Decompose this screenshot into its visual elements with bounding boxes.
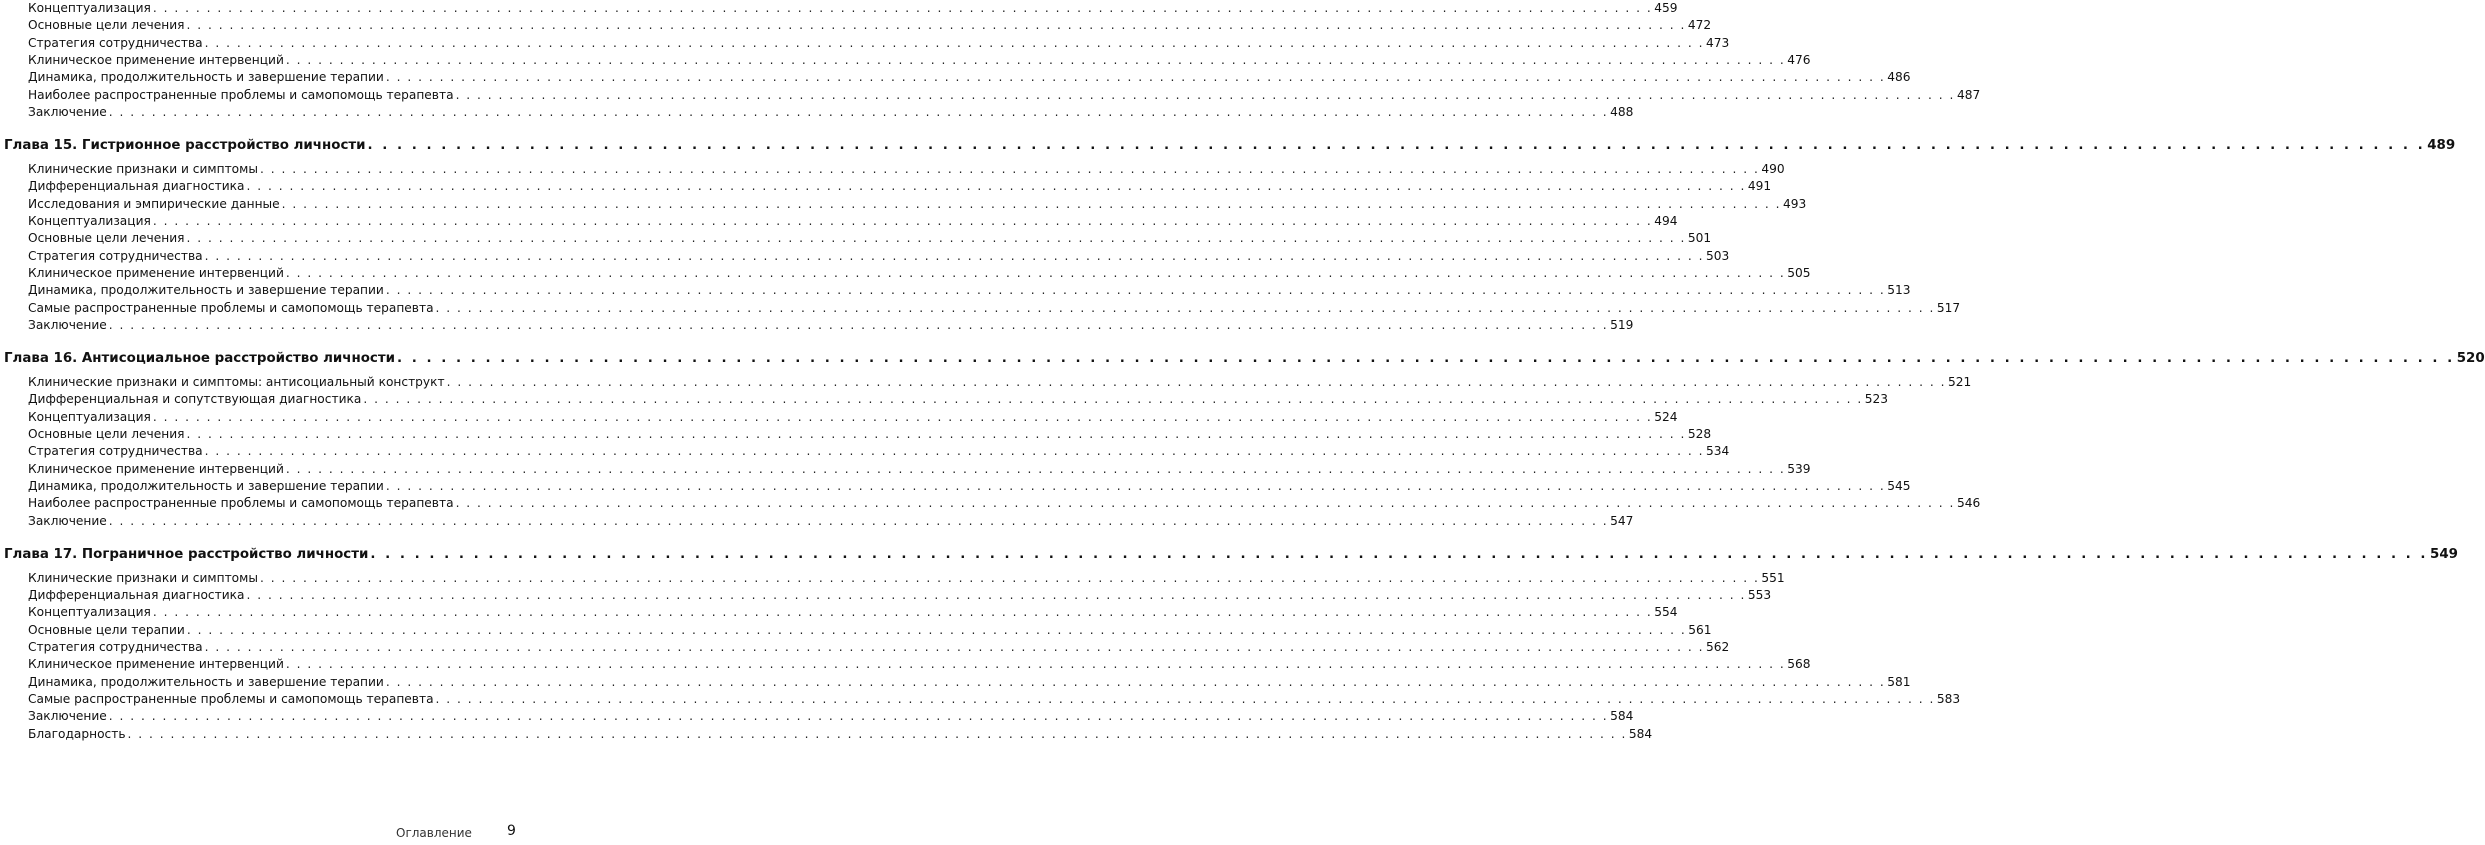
dot-leader: . . . . . . . . . . . . . . . . . . . . . . . . . . . . . . . . . . . . . . . . . . . . . . . . . . . . . . . . . . . . . . . . . . . . . . . . . . . . . . . . . . . . . . . . . . . . . . . . . . . . . . . . . . . . . . . . . . . . . . . . . . . . . . . . . . . . . . . . . . . . [204,35,1704,50]
toc-entry [28,604,1678,620]
dot-leader: . . . . . . . . . . . . . . . . . . . . . . . . . . . . . . . . . . . . . . . . . . . . . . . . . . . . . . . . . . . . . . . . . . . . . . . . . . . . . . . . . . . . . . . . . . . . . . . . . . . . . . . . . . . . . . . . . . . . . . . . . . . . . . . . . . . . . . . . . . . . [204,640,1704,654]
toc-entry-page: 472 [1687,18,1712,33]
toc-entry-title: Стратегия сотрудничества [28,640,203,654]
chapter-title: Глава 16. Антисоциальное расстройство личности [4,351,396,367]
toc-entry-page: 490 [1761,162,1785,177]
toc-entry-page: 486 [1887,70,1911,85]
dot-leader: . . . . . . . . . . . . . . . . . . . . . . . . . . . . . . . . . . . . . . . . . . . . . . . . . . . . . . . . . . . . . . . . . . . . . . . . . . . . . . . . . . . . . . . . . . . . . . . . . . . . . . . . . . . . . . . . . . . . . . . . . . . . . . . . . . . . . . . . . . . . [186,622,1687,637]
toc-entry-page: 493 [1783,196,1807,211]
toc-entry [28,443,1730,459]
toc-entry-title: Заключение [28,709,107,724]
toc-entry-page: 501 [1687,231,1712,246]
toc-entry-title: Динамика, продолжительность и завершение терапии [28,70,384,85]
toc-entry [28,196,1807,212]
toc-entry [28,513,1634,529]
toc-entry-title: Клиническое применение интервенций [28,461,284,476]
dot-leader: . . . . . . . . . . . . . . . . . . . . . . . . . . . . . . . . . . . . . . . . . . . . . . . . . . . . . . . . . . . . . . . . . . . . . . . . . . . . . . . . . . . . . . . . . . . . . . . . . . . . . . . . . . . . . . . . . . . . . . . . . . . . . . . . . . . . . . . . . . . . [246,588,1746,603]
toc-entry-title: Заключение [28,513,107,528]
dot-leader: . . . . . . . . . . . . . . . . . . . . . . . . . . . . . . . . . . . . . . . . . . . . . . . . . . . . . . . . . . . . . . . . . . . . . . . . . . . . . . . . . . . . . . . . . . . . . . . . . . . . . . . . . . . . . . . . . . . . . . . . . . . . . . . . . . . . . . . . . . . . [397,351,2455,367]
toc-entry-page: 488 [1610,104,1634,119]
toc-entry-title: Основные цели терапии [28,622,185,637]
toc-entry-page: 568 [1787,657,1811,672]
toc-entry-page: 524 [1654,409,1678,424]
toc-entry-title: Дифференциальная диагностика [28,588,245,603]
dot-leader: . . . . . . . . . . . . . . . . . . . . . . . . . . . . . . . . . . . . . . . . . . . . . . . . . . . . . . . . . . . . . . . . . . . . . . . . . . . . . . . . . . . . . . . . . . . . . . . . . . . . . . . . . . . . . . . . . . . . . . . . . . . . . . . . . . . . . . . . . . . . [246,179,1746,194]
toc-entry-page: 553 [1747,588,1772,603]
dot-leader: . . . . . . . . . . . . . . . . . . . . . . . . . . . . . . . . . . . . . . . . . . . . . . . . . . . . . . . . . . . . . . . . . . . . . . . . . . . . . . . . . . . . . . . . . . . . . . . . . . . . . . . . . . . . . . . . . . . . . . . . . . . . . . . . . . . . . . . . . . . . [385,674,1886,689]
toc-entry [28,265,1811,281]
toc-entry-title: Клинические признаки и симптомы [28,162,258,177]
toc-entry [28,726,1653,742]
toc-entry [28,587,1772,603]
dot-leader: . . . . . . . . . . . . . . . . . . . . . . . . . . . . . . . . . . . . . . . . . . . . . . . . . . . . . . . . . . . . . . . . . . . . . . . . . . . . . . . . . . . . . . . . . . . . . . . . . . . . . . . . . . . . . . . . . . . . . . . . . . . . . . . . . . . . . . . . . . . . [186,427,1686,441]
toc-entry [28,409,1678,425]
dot-leader: . . . . . . . . . . . . . . . . . . . . . . . . . . . . . . . . . . . . . . . . . . . . . . . . . . . . . . . . . . . . . . . . . . . . . . . . . . . . . . . . . . . . . . . . . . . . . . . . . . . . . . . . . . . . . . . . . . . . . . . . . . . . . . . . . . . . . . . . . . . . [152,605,1653,620]
toc-entry-title: Дифференциальная диагностика [28,179,245,194]
dot-leader: . . . . . . . . . . . . . . . . . . . . . . . . . . . . . . . . . . . . . . . . . . . . . . . . . . . . . . . . . . . . . . . . . . . . . . . . . . . . . . . . . . . . . . . . . . . . . . . . . . . . . . . . . . . . . . . . . . . . . . . . . . . . . . . . . . . . . . . . . . . . [108,104,1609,119]
toc-entry-title: Основные цели лечения [28,427,185,441]
toc-entry-page: 539 [1787,461,1811,476]
toc-entry-page: 503 [1706,248,1730,263]
toc-entry [28,391,1888,407]
toc-entry [28,87,1981,103]
toc-entry [28,674,1911,690]
toc-entry-page: 562 [1706,640,1730,654]
chapter-title: Глава 17. Пограничное расстройство личности [4,546,369,562]
dot-leader: . . . . . . . . . . . . . . . . . . . . . . . . . . . . . . . . . . . . . . . . . . . . . . . . . . . . . . . . . . . . . . . . . . . . . . . . . . . . . . . . . . . . . . . . . . . . . . . . . . . . . . . . . . . . . . . . . . . . . . . . . . . . . . . . . . . . . . . . . . . . [285,657,1786,672]
toc-entry [28,282,1911,298]
dot-leader: . . . . . . . . . . . . . . . . . . . . . . . . . . . . . . . . . . . . . . . . . . . . . . . . . . . . . . . . . . . . . . . . . . . . . . . . . . . . . . . . . . . . . . . . . . . . . . . . . . . . . . . . . . . . . . . . . . . . . . . . . . . . . . . . . . . . . . . . . . . . [186,18,1686,33]
dot-leader: . . . . . . . . . . . . . . . . . . . . . . . . . . . . . . . . . . . . . . . . . . . . . . . . . . . . . . . . . . . . . . . . . . . . . . . . . . . . . . . . . . . . . . . . . . . . . . . . . . . . . . . . . . . . . . . . . . . . . . . . . . . . . . . . . . . . . . . . . . . . [435,300,1935,315]
dot-leader: . . . . . . . . . . . . . . . . . . . . . . . . . . . . . . . . . . . . . . . . . . . . . . . . . . . . . . . . . . . . . . . . . . . . . . . . . . . . . . . . . . . . . . . . . . . . . . . . . . . . . . . . . . . . . . . . . . . . . . . . . . . . . . . . . . . . . . . . . . . . [152,1,1653,15]
toc-entry [28,230,1712,246]
toc-entry [28,104,1634,120]
toc-entry-title: Основные цели лечения [28,18,185,33]
toc-entry-page: 459 [1654,1,1678,15]
chapter-page-number: 520 [2456,351,2485,367]
toc-entry-title: Стратегия сотрудничества [28,35,203,50]
dot-leader: . . . . . . . . . . . . . . . . . . . . . . . . . . . . . . . . . . . . . . . . . . . . . . . . . . . . . . . . . . . . . . . . . . . . . . . . . . . . . . . . . . . . . . . . . . . . . . . . . . . . . . . . . . . . . . . . . . . . . . . . . . . . . . . . . . . . . . . . . . . . [204,444,1704,459]
toc-entry [28,374,1972,390]
dot-leader: . . . . . . . . . . . . . . . . . . . . . . . . . . . . . . . . . . . . . . . . . . . . . . . . . . . . . . . . . . . . . . . . . . . . . . . . . . . . . . . . . . . . . . . . . . . . . . . . . . . . . . . . . . . . . . . . . . . . . . . . . . . . . . . . . . . . . . . . . . . . [285,461,1786,476]
dot-leader: . . . . . . . . . . . . . . . . . . . . . . . . . . . . . . . . . . . . . . . . . . . . . . . . . . . . . . . . . . . . . . . . . . . . . . . . . . . . . . . . . . . . . . . . . . . . . . . . . . . . . . . . . . . . . . . . . . . . . . . . . . . . . . . . . . . . . . . . . . . . [152,409,1653,424]
dot-leader: . . . . . . . . . . . . . . . . . . . . . . . . . . . . . . . . . . . . . . . . . . . . . . . . . . . . . . . . . . . . . . . . . . . . . . . . . . . . . . . . . . . . . . . . . . . . . . . . . . . . . . . . . . . . . . . . . . . . . . . . . . . . . . . . . . . . . . . . . . . . [259,570,1760,585]
toc-entry-title: Клиническое применение интервенций [28,265,284,280]
dot-leader: . . . . . . . . . . . . . . . . . . . . . . . . . . . . . . . . . . . . . . . . . . . . . . . . . . . . . . . . . . . . . . . . . . . . . . . . . . . . . . . . . . . . . . . . . . . . . . . . . . . . . . . . . . . . . . . . . . . . . . . . . . . . . . . . . . . . . . . . . . . . [363,392,1863,407]
dot-leader: . . . . . . . . . . . . . . . . . . . . . . . . . . . . . . . . . . . . . . . . . . . . . . . . . . . . . . . . . . . . . . . . . . . . . . . . . . . . . . . . . . . . . . . . . . . . . . . . . . . . . . . . . . . . . . . . . . . . . . . . . . . . . . . . . . . . . . . . . . . . [435,691,1935,706]
chapter-page-number: 489 [2427,138,2456,154]
chapter-title: Глава 15. Гистрионное расстройство личности [4,138,366,154]
toc-entry-title: Основные цели лечения [28,231,185,246]
dot-leader: . . . . . . . . . . . . . . . . . . . . . . . . . . . . . . . . . . . . . . . . . . . . . . . . . . . . . . . . . . . . . . . . . . . . . . . . . . . . . . . . . . . . . . . . . . . . . . . . . . . . . . . . . . . . . . . . . . . . . . . . . . . . . . . . . . . . . . . . . . . . [285,52,1786,67]
toc-entry [28,52,1811,68]
toc-entry [28,213,1678,229]
toc-entry [28,300,1961,316]
dot-leader: . . . . . . . . . . . . . . . . . . . . . . . . . . . . . . . . . . . . . . . . . . . . . . . . . . . . . . . . . . . . . . . . . . . . . . . . . . . . . . . . . . . . . . . . . . . . . . . . . . . . . . . . . . . . . . . . . . . . . . . . . . . . . . . . . . . . . . . . . . . . [385,478,1886,493]
toc-entry-title: Наиболее распространенные проблемы и самопомощь терапевта [28,496,454,511]
toc-entry-page: 584 [1610,709,1634,724]
toc-entry-title: Заключение [28,104,107,119]
toc-entry-title: Стратегия сотрудничества [28,444,203,459]
toc-entry-page: 545 [1887,478,1911,493]
toc-entry-title: Благодарность [28,726,126,741]
toc-entry-page: 546 [1956,496,1981,511]
toc-entry-title: Дифференциальная и сопутствующая диагностика [28,392,362,407]
dot-leader: . . . . . . . . . . . . . . . . . . . . . . . . . . . . . . . . . . . . . . . . . . . . . . . . . . . . . . . . . . . . . . . . . . . . . . . . . . . . . . . . . . . . . . . . . . . . . . . . . . . . . . . . . . . . . . . . . . . . . . . . . . . . . . . . . . . . . . . . . . . . [108,317,1609,332]
dot-leader: . . . . . . . . . . . . . . . . . . . . . . . . . . . . . . . . . . . . . . . . . . . . . . . . . . . . . . . . . . . . . . . . . . . . . . . . . . . . . . . . . . . . . . . . . . . . . . . . . . . . . . . . . . . . . . . . . . . . . . . . . . . . . . . . . . . . . . . . . . . . [455,87,1955,102]
toc-entry-page: 473 [1706,35,1730,50]
dot-leader: . . . . . . . . . . . . . . . . . . . . . . . . . . . . . . . . . . . . . . . . . . . . . . . . . . . . . . . . . . . . . . . . . . . . . . . . . . . . . . . . . . . . . . . . . . . . . . . . . . . . . . . . . . . . . . . . . . . . . . . . . . . . . . . . . . . . . . . . . . . . [455,496,1955,511]
toc-entry-title: Клинические признаки и симптомы [28,570,258,585]
chapter-heading [4,546,2458,564]
toc-entry [28,461,1811,477]
toc-entry-title: Стратегия сотрудничества [28,248,203,263]
toc-entry [28,248,1730,264]
toc-entry [28,69,1911,85]
dot-leader: . . . . . . . . . . . . . . . . . . . . . . . . . . . . . . . . . . . . . . . . . . . . . . . . . . . . . . . . . . . . . . . . . . . . . . . . . . . . . . . . . . . . . . . . . . . . . . . . . . . . . . . . . . . . . . . . . . . . . . . . . . . . . . . . . . . . . . . . . . . . [186,231,1686,246]
toc-entry-title: Динамика, продолжительность и завершение терапии [28,674,384,689]
page-number: 9 [507,823,516,839]
chapter-heading [4,137,2456,155]
toc-entry [28,17,1712,33]
toc-entry [28,317,1634,333]
dot-leader: . . . . . . . . . . . . . . . . . . . . . . . . . . . . . . . . . . . . . . . . . . . . . . . . . . . . . . . . . . . . . . . . . . . . . . . . . . . . . . . . . . . . . . . . . . . . . . . . . . . . . . . . . . . . . . . . . . . . . . . . . . . . . . . . . . . . . . . . . . . . [259,162,1760,177]
toc-entry-title: Концептуализация [28,605,151,620]
toc-entry-page: 521 [1947,375,1972,390]
toc-entry-page: 554 [1654,605,1678,620]
toc-entry [28,0,1678,16]
toc-entry [28,35,1730,51]
toc-entry-title: Клинические признаки и симптомы: антисоциальный конструкт [28,375,445,390]
toc-entry-page: 583 [1936,691,1961,706]
toc-entry [28,656,1811,672]
toc-entry [28,495,1981,511]
toc-entry [28,478,1911,494]
toc-entry [28,691,1961,707]
toc-entry [28,639,1730,655]
dot-leader: . . . . . . . . . . . . . . . . . . . . . . . . . . . . . . . . . . . . . . . . . . . . . . . . . . . . . . . . . . . . . . . . . . . . . . . . . . . . . . . . . . . . . . . . . . . . . . . . . . . . . . . . . . . . . . . . . . . . . . . . . . . . . . . . . . . . . . . . . . . . [446,375,1946,390]
toc-entry-page: 476 [1787,52,1811,67]
dot-leader: . . . . . . . . . . . . . . . . . . . . . . . . . . . . . . . . . . . . . . . . . . . . . . . . . . . . . . . . . . . . . . . . . . . . . . . . . . . . . . . . . . . . . . . . . . . . . . . . . . . . . . . . . . . . . . . . . . . . . . . . . . . . . . . . . . . . . . . . . . . . [367,138,2426,154]
toc-entry [28,178,1772,194]
dot-leader: . . . . . . . . . . . . . . . . . . . . . . . . . . . . . . . . . . . . . . . . . . . . . . . . . . . . . . . . . . . . . . . . . . . . . . . . . . . . . . . . . . . . . . . . . . . . . . . . . . . . . . . . . . . . . . . . . . . . . . . . . . . . . . . . . . . . . . . . . . . . [127,726,1627,741]
toc-entry [28,161,1785,177]
toc-entry-page: 561 [1688,622,1712,637]
toc-entry-title: Самые распространенные проблемы и самопомощь терапевта [28,300,434,315]
dot-leader: . . . . . . . . . . . . . . . . . . . . . . . . . . . . . . . . . . . . . . . . . . . . . . . . . . . . . . . . . . . . . . . . . . . . . . . . . . . . . . . . . . . . . . . . . . . . . . . . . . . . . . . . . . . . . . . . . . . . . . . . . . . . . . . . . . . . . . . . . . . . [204,248,1704,263]
dot-leader: . . . . . . . . . . . . . . . . . . . . . . . . . . . . . . . . . . . . . . . . . . . . . . . . . . . . . . . . . . . . . . . . . . . . . . . . . . . . . . . . . . . . . . . . . . . . . . . . . . . . . . . . . . . . . . . . . . . . . . . . . . . . . . . . . . . . . . . . . . . . [285,265,1786,280]
running-footer-section: Оглавление [396,826,472,840]
dot-leader: . . . . . . . . . . . . . . . . . . . . . . . . . . . . . . . . . . . . . . . . . . . . . . . . . . . . . . . . . . . . . . . . . . . . . . . . . . . . . . . . . . . . . . . . . . . . . . . . . . . . . . . . . . . . . . . . . . . . . . . . . . . . . . . . . . . . . . . . . . . . [281,196,1782,211]
toc-entry-page: 519 [1610,317,1634,332]
toc-entry-title: Самые распространенные проблемы и самопомощь терапевта [28,691,434,706]
dot-leader: . . . . . . . . . . . . . . . . . . . . . . . . . . . . . . . . . . . . . . . . . . . . . . . . . . . . . . . . . . . . . . . . . . . . . . . . . . . . . . . . . . . . . . . . . . . . . . . . . . . . . . . . . . . . . . . . . . . . . . . . . . . . . . . . . . . . . . . . . . . . [385,283,1886,298]
toc-entry [28,570,1785,586]
dot-leader: . . . . . . . . . . . . . . . . . . . . . . . . . . . . . . . . . . . . . . . . . . . . . . . . . . . . . . . . . . . . . . . . . . . . . . . . . . . . . . . . . . . . . . . . . . . . . . . . . . . . . . . . . . . . . . . . . . . . . . . . . . . . . . . . . . . . . . . . . . . . [370,546,2429,562]
toc-entry-page: 551 [1761,570,1785,585]
dot-leader: . . . . . . . . . . . . . . . . . . . . . . . . . . . . . . . . . . . . . . . . . . . . . . . . . . . . . . . . . . . . . . . . . . . . . . . . . . . . . . . . . . . . . . . . . . . . . . . . . . . . . . . . . . . . . . . . . . . . . . . . . . . . . . . . . . . . . . . . . . . . [152,214,1653,228]
toc-entry-title: Динамика, продолжительность и завершение терапии [28,478,384,493]
toc-entry-title: Клиническое применение интервенций [28,52,284,67]
toc-entry-title: Исследования и эмпирические данные [28,196,280,211]
toc-entry-page: 505 [1787,265,1811,280]
toc-entry-page: 491 [1747,179,1772,194]
toc-entry-page: 494 [1654,214,1678,228]
toc-entry [28,622,1712,638]
chapter-heading [4,350,2485,368]
toc-entry-page: 523 [1864,392,1888,407]
dot-leader: . . . . . . . . . . . . . . . . . . . . . . . . . . . . . . . . . . . . . . . . . . . . . . . . . . . . . . . . . . . . . . . . . . . . . . . . . . . . . . . . . . . . . . . . . . . . . . . . . . . . . . . . . . . . . . . . . . . . . . . . . . . . . . . . . . . . . . . . . . . . [108,513,1609,528]
toc-entry-title: Концептуализация [28,409,151,424]
chapter-page-number: 549 [2430,546,2458,562]
dot-leader: . . . . . . . . . . . . . . . . . . . . . . . . . . . . . . . . . . . . . . . . . . . . . . . . . . . . . . . . . . . . . . . . . . . . . . . . . . . . . . . . . . . . . . . . . . . . . . . . . . . . . . . . . . . . . . . . . . . . . . . . . . . . . . . . . . . . . . . . . . . . [385,70,1886,85]
toc-entry-page: 581 [1887,674,1911,689]
toc-entry-page: 517 [1936,300,1961,315]
toc-entry-title: Наиболее распространенные проблемы и самопомощь терапевта [28,87,454,102]
toc-entry-page: 584 [1628,726,1653,741]
dot-leader: . . . . . . . . . . . . . . . . . . . . . . . . . . . . . . . . . . . . . . . . . . . . . . . . . . . . . . . . . . . . . . . . . . . . . . . . . . . . . . . . . . . . . . . . . . . . . . . . . . . . . . . . . . . . . . . . . . . . . . . . . . . . . . . . . . . . . . . . . . . . [108,709,1609,724]
toc-entry-page: 487 [1956,87,1981,102]
toc-entry-title: Концептуализация [28,214,151,228]
toc-entry-title: Концептуализация [28,1,151,15]
toc-entry [28,426,1712,442]
toc-entry-page: 547 [1610,513,1634,528]
toc-entry-page: 534 [1706,444,1730,459]
toc-entry-title: Заключение [28,317,107,332]
toc-entry-page: 528 [1687,427,1712,441]
toc-entry-title: Клиническое применение интервенций [28,657,284,672]
toc-entry-title: Динамика, продолжительность и завершение терапии [28,283,384,298]
toc-entry [28,708,1634,724]
toc-entry-page: 513 [1887,283,1911,298]
